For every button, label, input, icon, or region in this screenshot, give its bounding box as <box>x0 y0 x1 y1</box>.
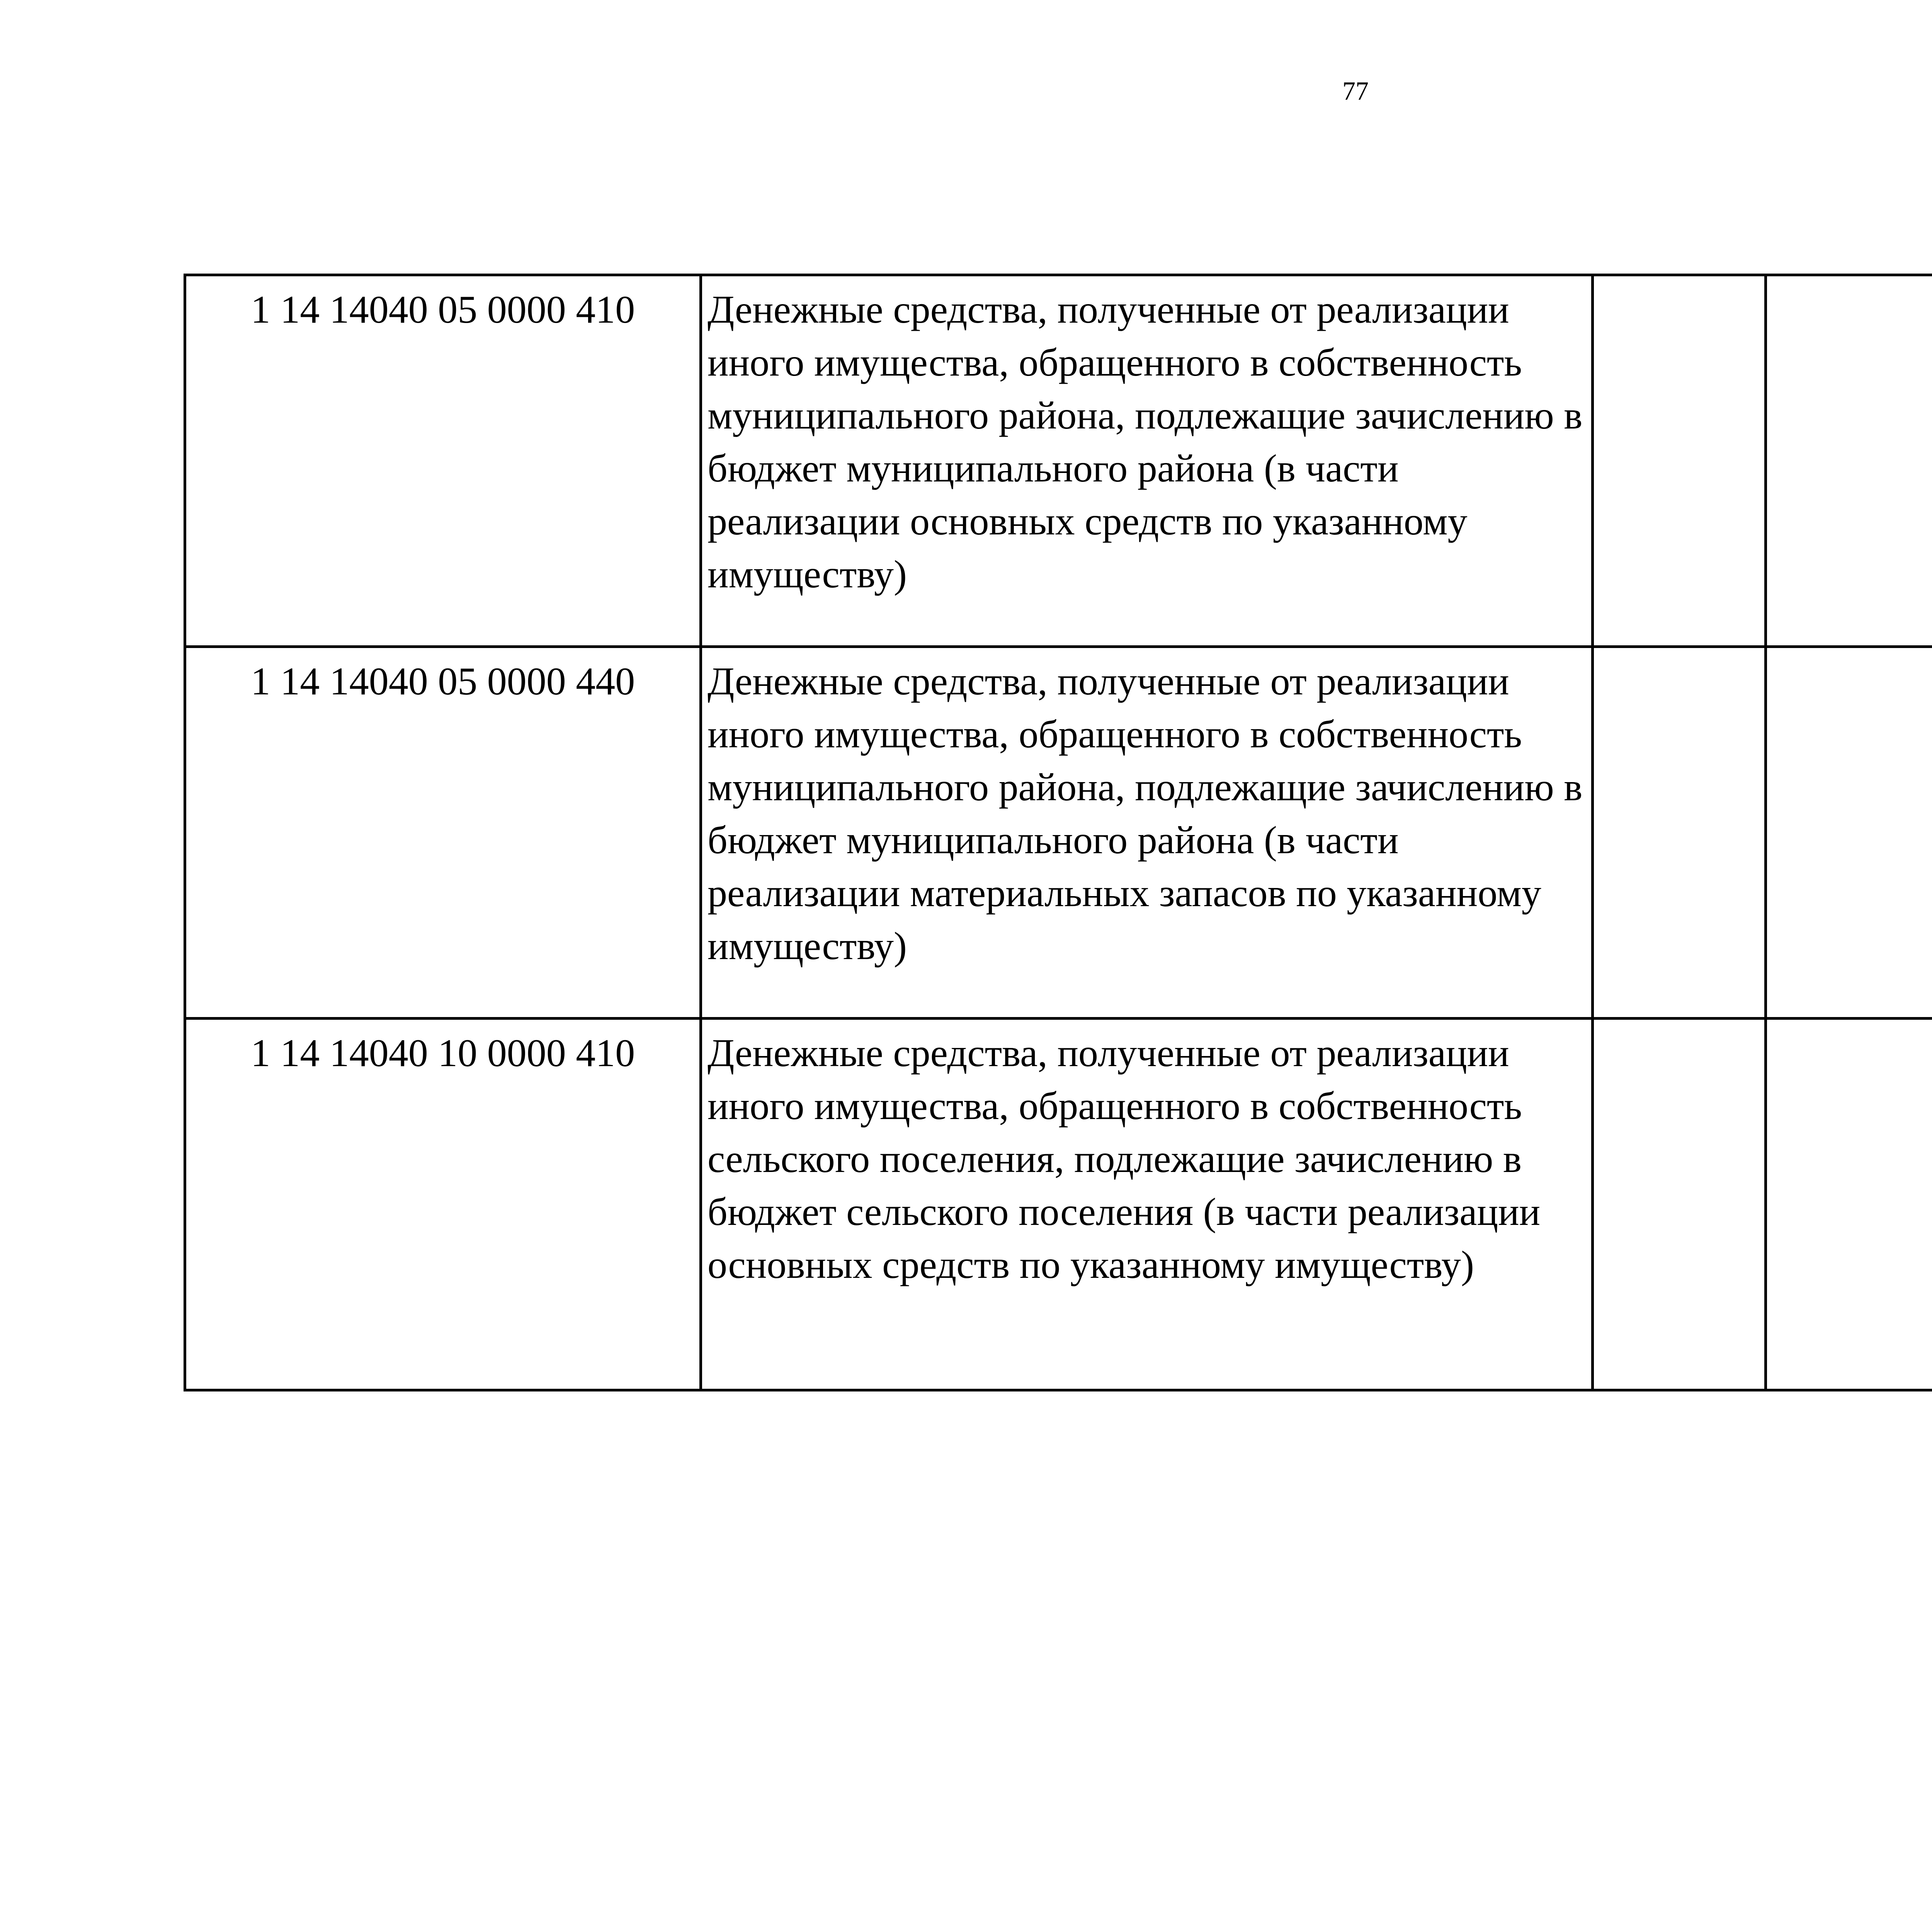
value-cell-col3 <box>1593 647 1766 1019</box>
table-row <box>185 647 1932 1019</box>
page-number: 77 <box>1342 76 1369 105</box>
value-cell-col3 <box>1593 275 1766 647</box>
revenue-name-cell: Денежные средства, полученные от реализации иного имущества, обращенного в собственность сельского поселения, подлежащие зачислению в бюджет сельского поселения (в части реализации основных средств по указанному имуществу) <box>701 1019 1593 1390</box>
value-cell-col3 <box>1593 1019 1766 1390</box>
budget-revenue-table <box>184 274 1932 1391</box>
revenue-name-cell: Денежные средства, полученные от реализации иного имущества, обращенного в собственность муниципального района, подлежащие зачислению в бюджет муниципального района (в части реализации материальных запасов по указанному имуществу) <box>701 647 1593 1019</box>
table-row <box>185 275 1932 647</box>
revenue-code-cell: 1 14 14040 05 0000 410 <box>185 275 701 647</box>
revenue-code-cell: 1 14 14040 05 0000 440 <box>185 647 701 1019</box>
value-cell-col4 <box>1766 1019 1932 1390</box>
revenue-code-cell: 1 14 14040 10 0000 410 <box>185 1019 701 1390</box>
table-row <box>185 1019 1932 1390</box>
value-cell-col4 <box>1766 647 1932 1019</box>
revenue-name-cell: Денежные средства, полученные от реализации иного имущества, обращенного в собственность муниципального района, подлежащие зачислению в бюджет муниципального района (в части реализации основных средств по указанному имуществу) <box>701 275 1593 647</box>
value-cell-col4 <box>1766 275 1932 647</box>
